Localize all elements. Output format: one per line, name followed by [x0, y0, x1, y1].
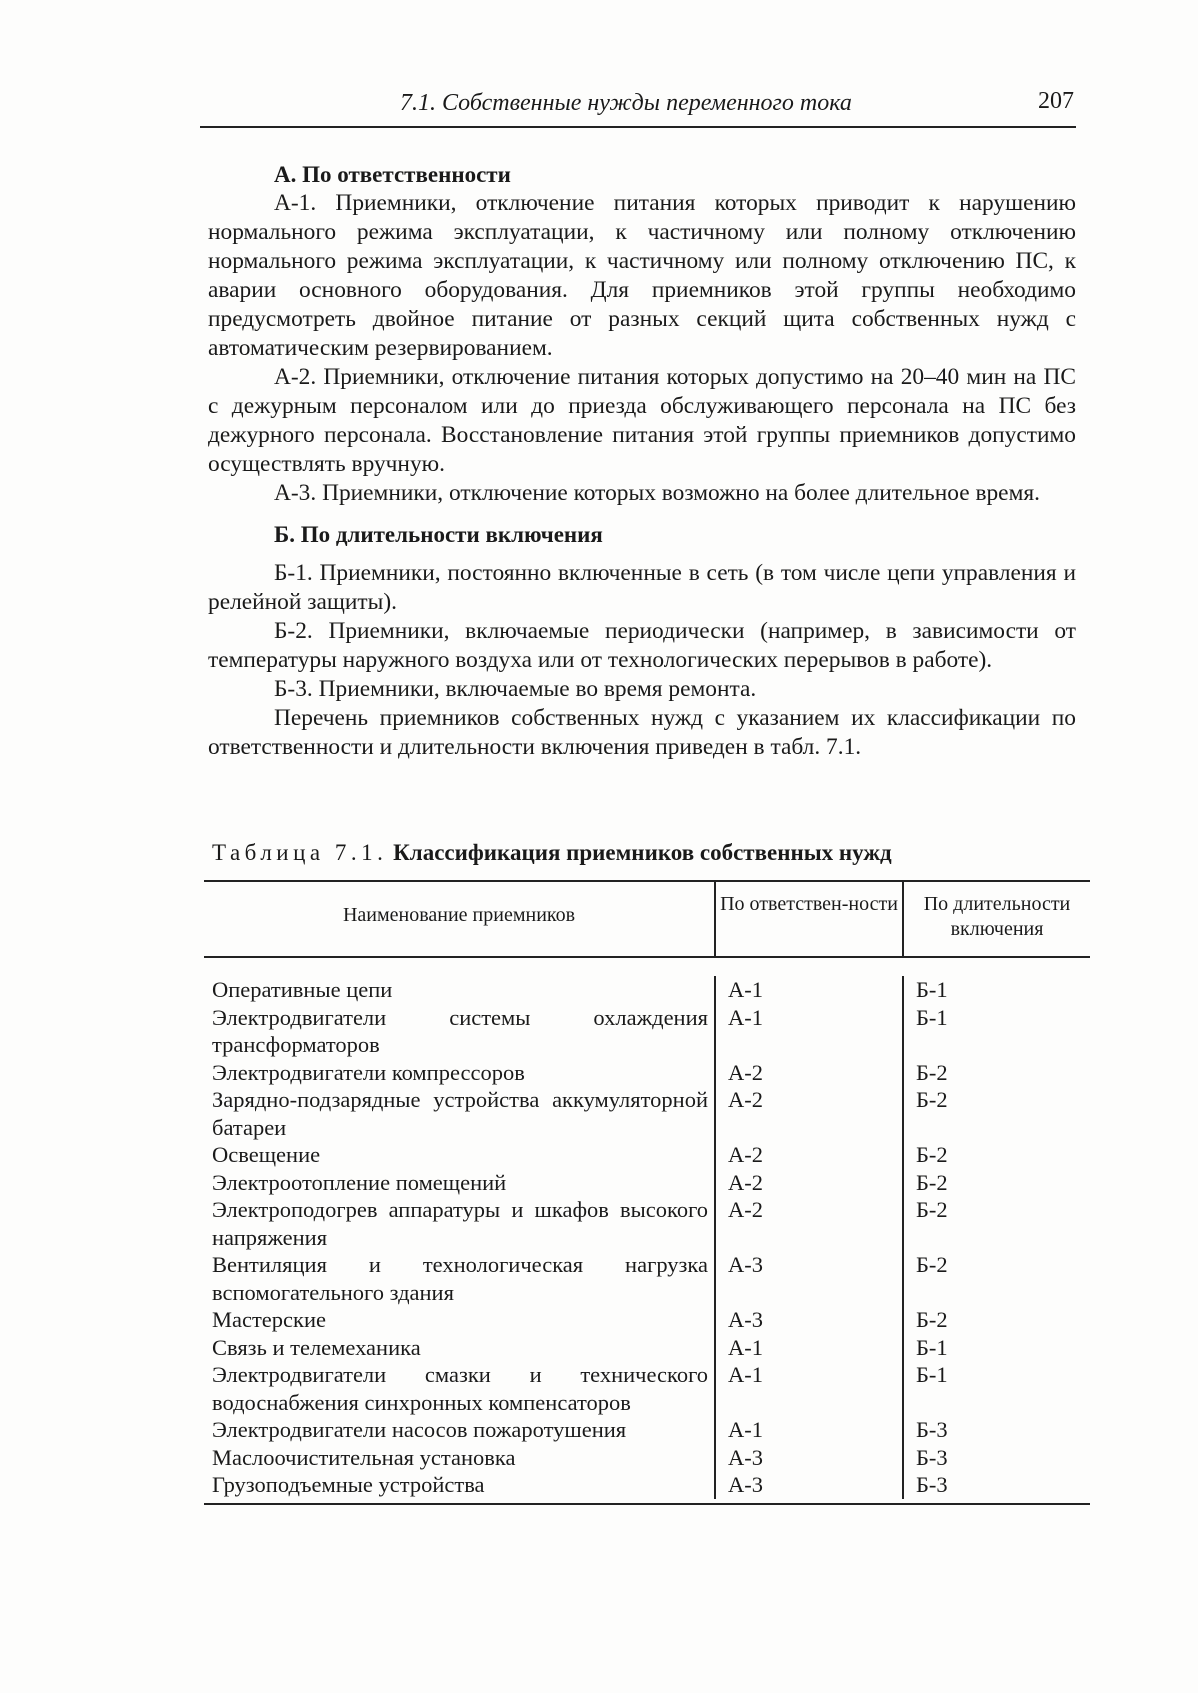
running-title: 7.1. Собственные нужды переменного тока [400, 90, 852, 116]
running-header [200, 86, 1076, 128]
row-duration: Б-1 [902, 1334, 1090, 1362]
row-responsibility: А-2 [714, 1086, 902, 1141]
row-duration: Б-3 [902, 1471, 1090, 1499]
row-name: Электродвигатели насосов пожаротушения [212, 1417, 627, 1442]
row-duration: Б-1 [902, 1361, 1090, 1416]
row-duration: Б-1 [902, 1004, 1090, 1059]
row-duration: Б-2 [902, 1086, 1090, 1141]
table-row [204, 1416, 1090, 1444]
row-duration: Б-2 [902, 1141, 1090, 1169]
row-name: Освещение [212, 1142, 321, 1167]
row-name: Связь и телемеханика [212, 1334, 421, 1360]
row-responsibility: А-1 [714, 1361, 902, 1416]
row-responsibility: А-2 [714, 1169, 902, 1197]
row-duration: Б-2 [902, 1169, 1090, 1197]
row-duration: Б-2 [902, 1059, 1090, 1087]
table-row [204, 1059, 1090, 1087]
table-row [204, 1251, 1090, 1306]
paragraph-b1: Б-1. Приемники, постоянно включенные в сеть (в том числе цепи управления и релейной защиты). [208, 560, 1076, 615]
table-caption-label: Таблица 7.1. [212, 840, 388, 865]
header-name: Наименование приемников [342, 903, 576, 926]
row-responsibility: А-3 [714, 1444, 902, 1472]
row-name: Оперативные цепи [212, 977, 393, 1002]
row-responsibility: А-2 [714, 1196, 902, 1251]
row-duration: Б-1 [902, 976, 1090, 1004]
table-row [204, 1141, 1090, 1169]
paragraph-a1: А-1. Приемники, отключение питания которых приводит к нарушению нормального режима эксплуатации, к частичному или полному отключению нормального режима эксплуатации, к частичному или полному отключению ПС, к аварии основного оборудования. Для приемников этой группы необходимо предусмотреть двойное питание от разных секций щита собственных нужд с автоматическим резервированием. [208, 190, 1076, 361]
paragraph-table-ref: Перечень приемников собственных нужд с указанием их классификации по ответственности и длительности включения приведен в табл. 7.1. [208, 705, 1076, 760]
section-b-heading: Б. По длительности включения [274, 522, 603, 547]
header-duration: По длительности включения [902, 882, 1090, 956]
row-name: Электродвигатели смазки и технического водоснабжения синхронных компенсаторов [212, 1362, 708, 1415]
table-row [204, 1334, 1090, 1362]
row-duration: Б-2 [902, 1306, 1090, 1334]
table-row [204, 1196, 1090, 1251]
row-duration: Б-2 [902, 1251, 1090, 1306]
row-name: Грузоподъемные устройства [212, 1472, 485, 1497]
row-name: Маслоочистительная установка [212, 1444, 516, 1470]
row-name: Мастерские [212, 1307, 326, 1332]
table-row [204, 976, 1090, 1004]
body-text [208, 160, 1076, 762]
table-row [204, 1086, 1090, 1141]
row-name: Вентиляция и технологическая нагрузка вспомогательного здания [212, 1252, 708, 1305]
table-header [204, 882, 1090, 958]
header-responsibility: По ответствен-ности [714, 882, 902, 956]
table-row [204, 1361, 1090, 1416]
row-responsibility: А-1 [714, 976, 902, 1004]
classification-table [204, 880, 1090, 1505]
row-responsibility: А-1 [714, 1334, 902, 1362]
row-name: Электродвигатели компрессоров [212, 1059, 525, 1085]
row-responsibility: А-1 [714, 1416, 902, 1444]
table-caption [212, 840, 892, 866]
row-duration: Б-2 [902, 1196, 1090, 1251]
table-body [204, 958, 1090, 1503]
table-caption-title: Классификация приемников собственных нужд [393, 840, 892, 865]
row-responsibility: А-1 [714, 1004, 902, 1059]
table-row [204, 1169, 1090, 1197]
row-name: Электродвигатели системы охлаждения трансформаторов [212, 1004, 708, 1057]
paragraph-b3: Б-3. Приемники, включаемые во время ремонта. [274, 676, 757, 702]
paragraph-a2: А-2. Приемники, отключение питания которых допустимо на 20–40 мин на ПС с дежурным персоналом или до приезда обслуживающего персонала на ПС без дежурного персонала. Восстановление питания этой группы приемников допустимо осуществлять вручную. [208, 364, 1076, 477]
paragraph-a3: А-3. Приемники, отключение которых возможно на более длительное время. [274, 480, 1040, 506]
paragraph-b2: Б-2. Приемники, включаемые периодически (например, в зависимости от температуры наружного воздуха или от технологических перерывов в работе). [208, 618, 1076, 673]
table-row [204, 1306, 1090, 1334]
row-responsibility: А-3 [714, 1251, 902, 1306]
row-name: Электроотопление помещений [212, 1169, 507, 1195]
page-number: 207 [1038, 88, 1074, 114]
row-responsibility: А-3 [714, 1471, 902, 1499]
row-responsibility: А-2 [714, 1141, 902, 1169]
table-row [204, 1444, 1090, 1472]
table-row [204, 1471, 1090, 1499]
row-duration: Б-3 [902, 1416, 1090, 1444]
row-name: Зарядно-подзарядные устройства аккумуляторной батареи [212, 1087, 708, 1140]
row-duration: Б-3 [902, 1444, 1090, 1472]
row-name: Электроподогрев аппаратуры и шкафов высокого напряжения [212, 1197, 708, 1250]
table-row [204, 1004, 1090, 1059]
row-responsibility: А-3 [714, 1306, 902, 1334]
section-a-heading: А. По ответственности [274, 162, 511, 187]
row-responsibility: А-2 [714, 1059, 902, 1087]
